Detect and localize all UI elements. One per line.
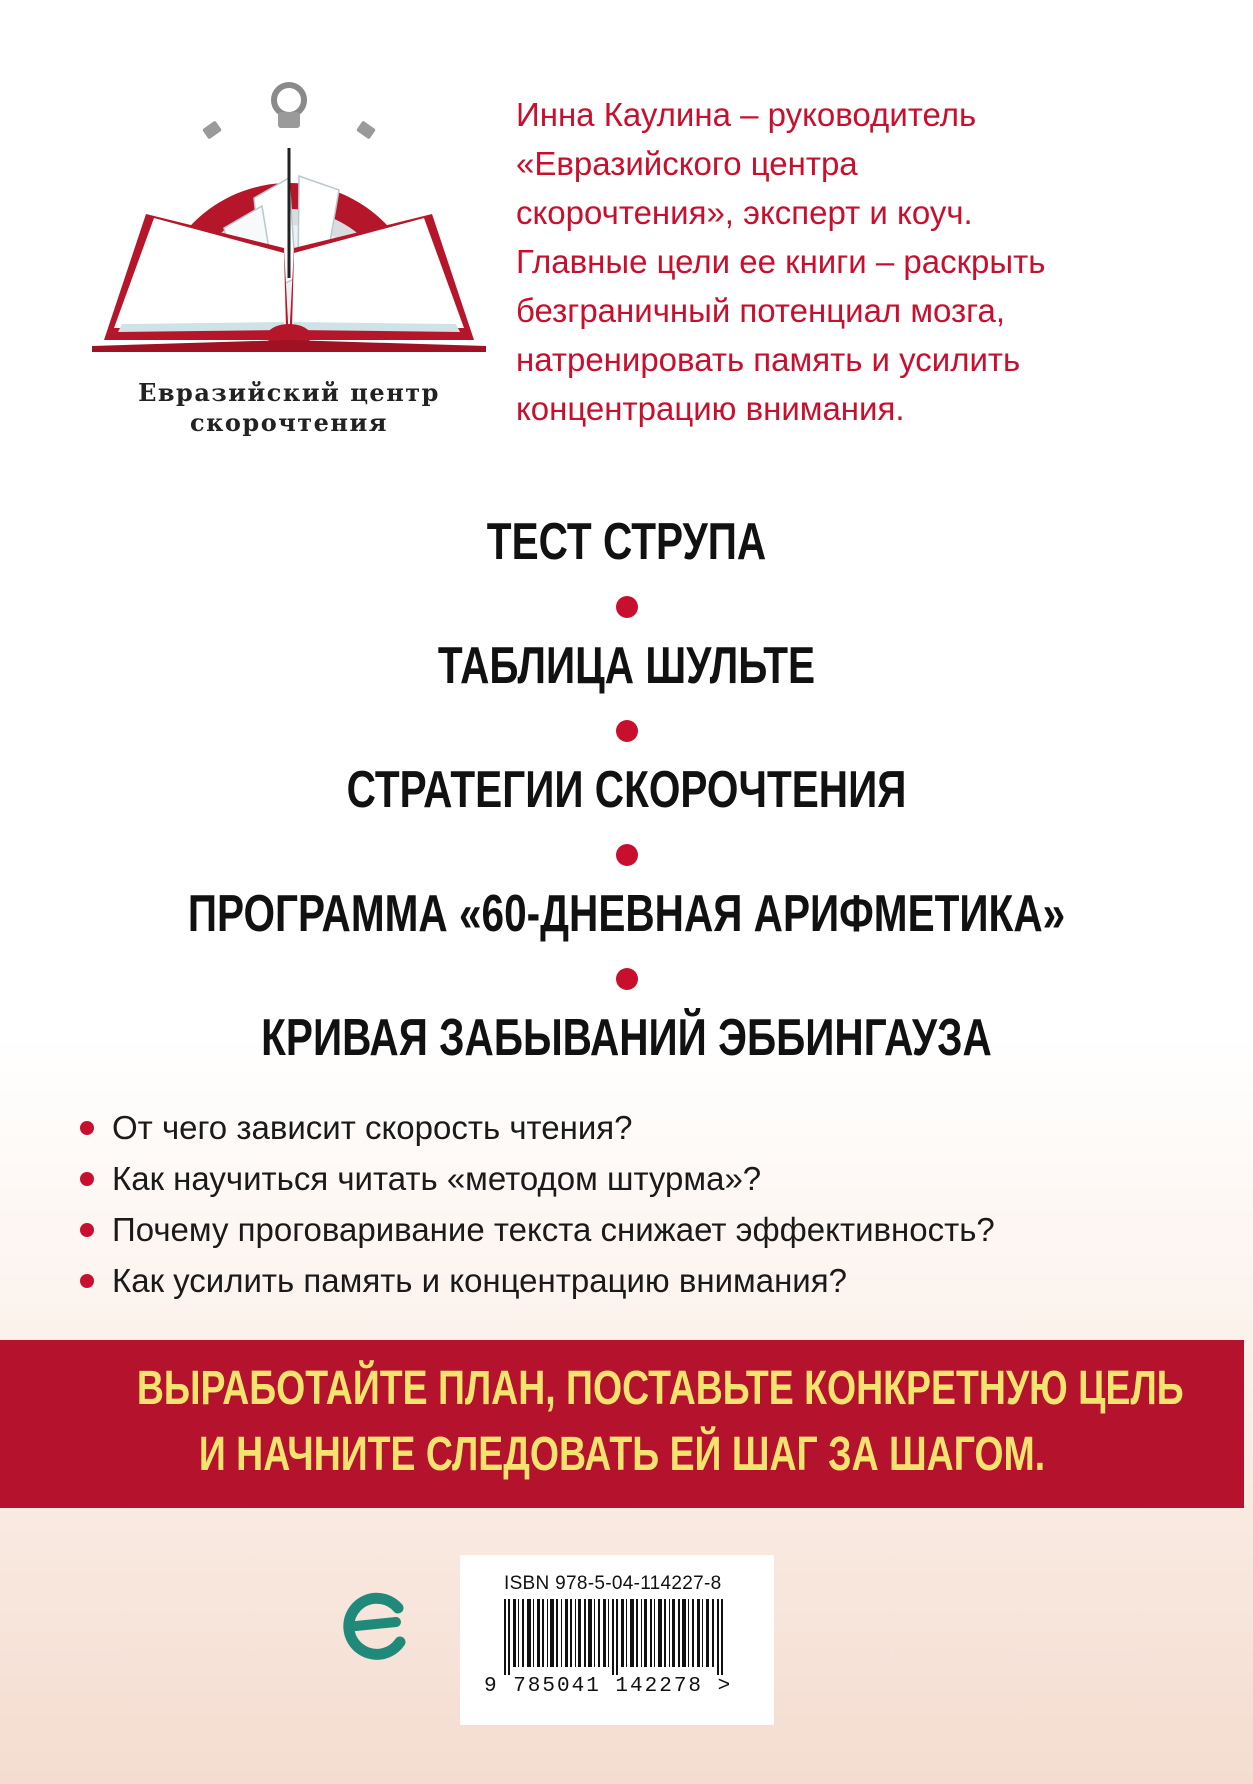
bullet-icon: [80, 1121, 94, 1135]
isbn-label: ISBN 978-5-04-114227-8: [504, 1573, 722, 1594]
separator-dot: [616, 720, 638, 742]
question-text: Как усилить память и концентрацию внимания?: [112, 1262, 847, 1299]
question-text: От чего зависит скорость чтения?: [112, 1109, 633, 1146]
question-text: Как научиться читать «методом штурма»?: [112, 1160, 762, 1197]
center-logo: [84, 78, 494, 448]
logo-caption: [84, 378, 494, 438]
intro-line: натренировать память и усилить: [516, 341, 1021, 378]
bullet-icon: [80, 1223, 94, 1237]
separator-dot: [616, 596, 638, 618]
separator-dot: [616, 844, 638, 866]
feature-item: СТРАТЕГИИ СКОРОЧТЕНИЯ: [346, 761, 907, 819]
question-item: [80, 1204, 1230, 1255]
question-list: [80, 1102, 1230, 1306]
banner-line1: ВЫРАБОТАЙТЕ ПЛАН, ПОСТАВЬТЕ КОНКРЕТНУЮ ЦЕЛЬ: [136, 1362, 1184, 1415]
separator-dot: [616, 968, 638, 990]
question-item: [80, 1255, 1230, 1306]
barcode-panel: [460, 1555, 774, 1725]
banner-line2: И НАЧНИТЕ СЛЕДОВАТЬ ЕЙ ШАГ ЗА ШАГОМ.: [198, 1428, 1046, 1481]
feature-item: ТАБЛИЦА ШУЛЬТЕ: [437, 637, 816, 695]
question-item: [80, 1153, 1230, 1204]
intro-line: скорочтения», эксперт и коуч.: [516, 194, 973, 231]
feature-item: ПРОГРАММА «60-ДНЕВНАЯ АРИФМЕТИКА»: [187, 885, 1066, 943]
eksmo-logo-icon: [340, 1586, 410, 1666]
author-intro: [516, 90, 1216, 433]
barcode-icon: [504, 1599, 734, 1675]
intro-line: Главные цели ее книги – раскрыть: [516, 243, 1046, 280]
intro-line: Инна Каулина – руководитель: [516, 96, 977, 133]
intro-line: «Евразийского центра: [516, 145, 858, 182]
logo-caption-line1: Евразийский центр: [138, 378, 440, 407]
feature-item: КРИВАЯ ЗАБЫВАНИЙ ЭББИНГАУЗА: [261, 1009, 992, 1067]
intro-line: безграничный потенциал мозга,: [516, 292, 1005, 329]
feature-item: ТЕСТ СТРУПА: [486, 513, 767, 571]
stopwatch-book-icon: [84, 78, 494, 378]
question-item: [80, 1102, 1230, 1153]
logo-caption-line2: скорочтения: [189, 408, 389, 437]
bullet-icon: [80, 1172, 94, 1186]
bullet-icon: [80, 1274, 94, 1288]
feature-list: [0, 512, 1253, 1068]
call-to-action-banner: [0, 1340, 1244, 1508]
intro-line: концентрацию внимания.: [516, 390, 905, 427]
barcode-digits: 9 785041 142278 >: [484, 1675, 733, 1698]
question-text: Почему проговаривание текста снижает эффективность?: [112, 1211, 995, 1248]
